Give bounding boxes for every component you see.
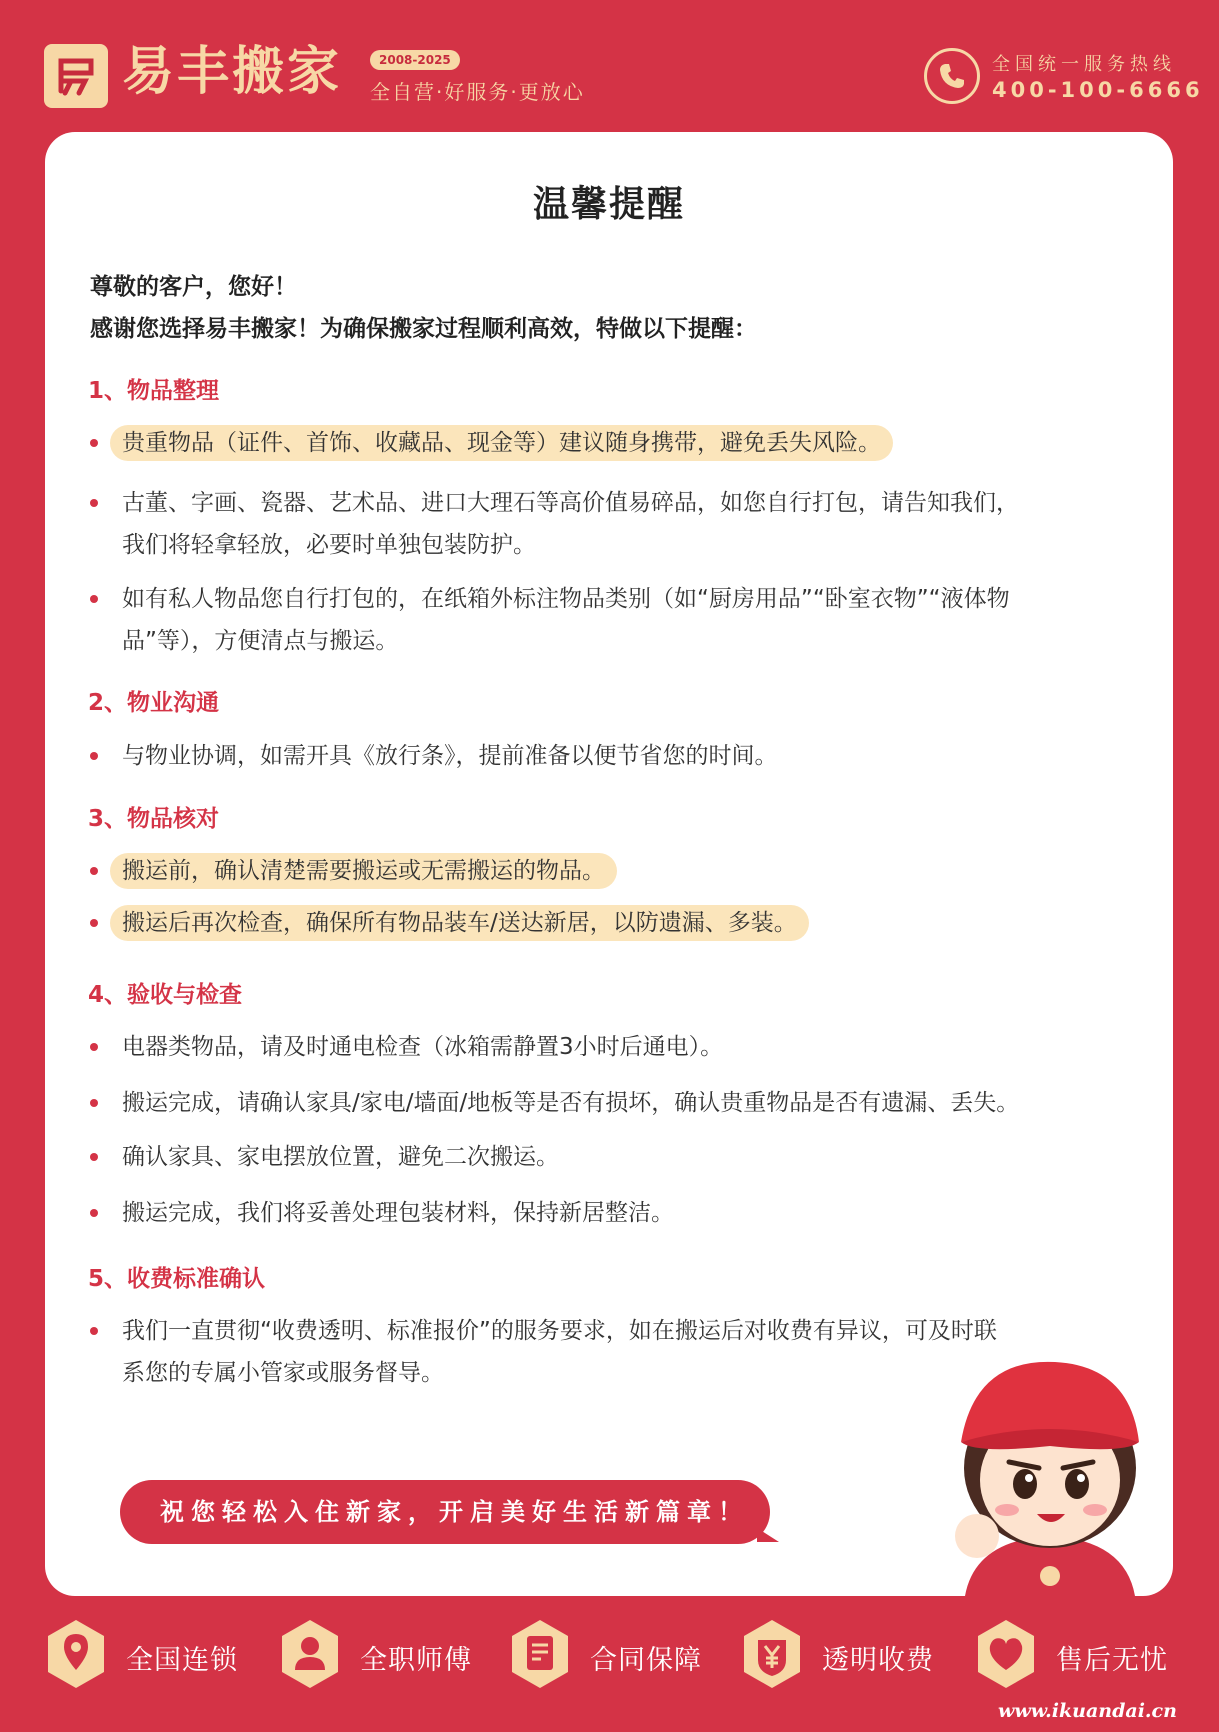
page-title: 温馨提醒	[532, 184, 685, 225]
phone-icon	[924, 48, 980, 104]
feature-label: 合同保障	[590, 1645, 702, 1676]
yuan-icon	[740, 1618, 804, 1690]
item-text: 系您的专属小管家或服务督导。	[122, 1360, 444, 1386]
notice-card	[45, 132, 1173, 1596]
watermark: www.ikuandai.cn	[998, 1700, 1177, 1722]
item-text: 搬运完成，请确认家具/家电/墙面/地板等是否有损坏，确认贵重物品是否有遗漏、丢失。	[122, 1090, 1020, 1116]
list-item	[90, 1192, 1150, 1234]
list-item	[90, 422, 1150, 464]
heart-icon	[974, 1618, 1038, 1690]
item-text: 贵重物品（证件、首饰、收藏品、现金等）建议随身携带，避免丢失风险。	[110, 425, 893, 461]
item-text: 搬运后再次检查，确保所有物品装车/送达新居，以防遗漏、多装。	[110, 905, 809, 941]
brand-name: 易丰搬家	[122, 41, 343, 102]
list-item	[90, 850, 1150, 892]
bullet	[90, 867, 98, 875]
bullet	[90, 595, 98, 603]
section-title: 4、验收与检查	[88, 982, 243, 1008]
item-text: 我们一直贯彻“收费透明、标准报价”的服务要求，如在搬运后对收费有异议，可及时联	[122, 1318, 997, 1344]
bullet	[90, 1209, 98, 1217]
item-text: 如有私人物品您自行打包的，在纸箱外标注物品类别（如“厨房用品”“卧室衣物”“液体物	[122, 586, 1010, 612]
feature-label: 全国连锁	[126, 1645, 238, 1676]
list-item	[90, 1082, 1150, 1124]
bullet	[90, 1043, 98, 1051]
header	[0, 0, 1219, 130]
greeting-line: 尊敬的客户，您好！	[90, 274, 297, 300]
feature-label: 透明收费	[822, 1645, 934, 1676]
banner-tail	[757, 1528, 779, 1542]
mascot-illustration	[925, 1350, 1175, 1596]
item-text: 品”等），方便清点与搬运。	[122, 628, 399, 654]
bullet	[90, 499, 98, 507]
slogan: 全自营·好服务·更放心	[370, 80, 585, 104]
feature-label: 售后无忧	[1056, 1645, 1168, 1676]
years-badge: 2008-2025	[370, 50, 460, 70]
item-text: 搬运前，确认清楚需要搬运或无需搬运的物品。	[110, 853, 617, 889]
bullet	[90, 752, 98, 760]
list-item	[90, 1136, 1150, 1178]
item-text: 我们将轻拿轻放，必要时单独包装防护。	[122, 532, 536, 558]
closing-banner: 祝您轻松入住新家，开启美好生活新篇章！	[120, 1480, 770, 1544]
list-item	[90, 482, 1150, 566]
section-title: 2、物业沟通	[88, 690, 220, 716]
bullet	[90, 919, 98, 927]
list-item	[90, 902, 1150, 944]
person-icon	[278, 1618, 342, 1690]
bullet	[90, 1099, 98, 1107]
item-text: 古董、字画、瓷器、艺术品、进口大理石等高价值易碎品，如您自行打包，请告知我们，	[122, 490, 1019, 516]
bullet	[90, 1327, 98, 1335]
bullet	[90, 439, 98, 447]
hotline-number[interactable]: 400-100-6666	[992, 78, 1204, 102]
hotline-label: 全国统一服务热线	[992, 54, 1176, 75]
section-title: 3、物品核对	[88, 806, 220, 832]
item-text: 与物业协调，如需开具《放行条》，提前准备以便节省您的时间。	[122, 743, 778, 769]
item-text: 搬运完成，我们将妥善处理包装材料，保持新居整洁。	[122, 1200, 674, 1226]
logo-icon	[44, 44, 108, 108]
list-item	[90, 578, 1150, 662]
item-text: 电器类物品，请及时通电检查（冰箱需静置3小时后通电）。	[122, 1034, 724, 1060]
location-pin-icon	[44, 1618, 108, 1690]
greeting-line: 感谢您选择易丰搬家！为确保搬家过程顺利高效，特做以下提醒：	[90, 316, 757, 342]
section-title: 5、收费标准确认	[88, 1266, 266, 1292]
section-title: 1、物品整理	[88, 378, 220, 404]
feature-label: 全职师傅	[360, 1645, 472, 1676]
contract-icon	[508, 1618, 572, 1690]
bullet	[90, 1153, 98, 1161]
list-item	[90, 1026, 1150, 1068]
list-item	[90, 735, 1150, 777]
item-text: 确认家具、家电摆放位置，避免二次搬运。	[122, 1144, 559, 1170]
